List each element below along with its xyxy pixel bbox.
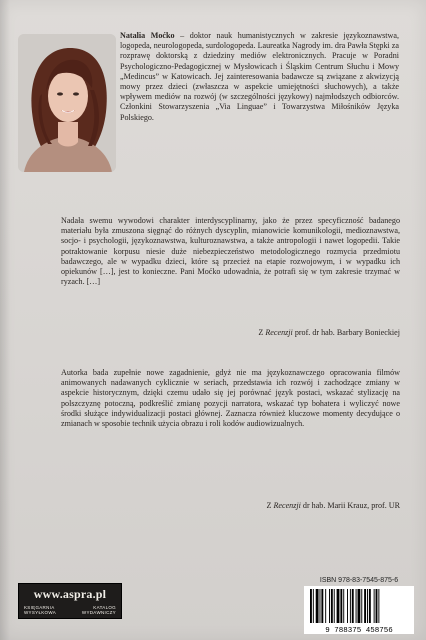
isbn-label: ISBN 978-83-7545-875-6 bbox=[319, 577, 399, 584]
barcode-bar bbox=[367, 589, 368, 623]
review-1-source: Recenzji bbox=[265, 328, 293, 337]
publisher-left-1: KSIĘGARNIA bbox=[24, 605, 55, 610]
barcode-bar bbox=[352, 589, 354, 623]
barcode-bar bbox=[350, 589, 351, 623]
barcode-bar bbox=[310, 589, 312, 623]
barcode-bar bbox=[347, 589, 348, 623]
barcode-bar bbox=[340, 589, 342, 623]
barcode-bar bbox=[376, 589, 378, 623]
barcode-bar bbox=[334, 589, 335, 623]
barcode-bar bbox=[320, 589, 321, 623]
publisher-left-2: WYSYŁKOWA bbox=[24, 610, 57, 615]
publisher-right-2: WYDAWNICZY bbox=[81, 610, 116, 615]
barcode-graphic bbox=[304, 586, 414, 634]
review-1-signature bbox=[258, 328, 400, 338]
barcode-bar bbox=[337, 589, 340, 623]
publisher-right-1: KATALOG bbox=[93, 605, 116, 610]
publisher-line-left bbox=[24, 605, 56, 615]
barcode-bar bbox=[313, 589, 314, 623]
spine-shadow bbox=[0, 0, 10, 640]
review-1-author: prof. dr hab. Barbary Bonieckiej bbox=[294, 328, 400, 337]
barcode-bar bbox=[321, 589, 323, 623]
barcode-bar bbox=[361, 589, 362, 623]
publisher-line-right bbox=[82, 605, 116, 615]
barcode-bar bbox=[331, 589, 333, 623]
barcode-bar bbox=[316, 589, 319, 623]
barcode-digits: 9 788375 458756 bbox=[325, 627, 393, 634]
publisher-logo bbox=[18, 583, 122, 619]
review-2-prefix: Z bbox=[266, 501, 272, 510]
review-1-prefix: Z bbox=[258, 328, 264, 337]
barcode-bar bbox=[325, 589, 326, 623]
author-portrait-image bbox=[18, 34, 116, 172]
barcode-bar bbox=[356, 589, 357, 623]
review-1-text: Nadała swemu wywodowi charakter interdyscyplinarny, jako że przez specyficzność badanego materiału była zmuszona sięgnąć do różnych dyscyplin, mianowicie komunikologii, medioznawstwa, socjo- i psychologii, językoznawstwa, kulturoznawstwa, a także antropologii i nawet logopedii. Takie potraktowanie korpusu niesie duże niebezpieczeństwo metodologicznego rozmycia przedmiotu badawczego, ale w wypadku dzieci, które są przecież na etapie rozwojowym, i w wypadku ich opiekunów […], jest to konieczne. Pani Moćko udowadnia, że potrafi się w tym zakresie trzymać w ryzach. […] bbox=[61, 216, 400, 287]
barcode-bar bbox=[374, 589, 375, 623]
barcode-bar bbox=[343, 589, 344, 623]
author-bio bbox=[120, 31, 399, 123]
review-2-source: Recenzji bbox=[273, 501, 301, 510]
barcode bbox=[304, 586, 414, 634]
publisher-url: www.aspra.pl bbox=[33, 587, 107, 601]
review-2-text: Autorka bada zupełnie nowe zagadnienie, gdyż nie ma językoznawczego opracowania filmów animowanych nadawanych cyklicznie w seriach, przedstawia ich rozwój i zachodzące zmiany w aspekcie historycznym, dzięki czemu udało się jej porównać język postaci, wskazać stylizację na polszczyznę potoczną, podkreślić zmianę pozycji narratora, wskazać typ bohatera i wyliczyć nowe środki służące indywidualizacji postaci głównej. Zaznacza również kluczowe momenty decydujące o zmianach w sposobie technik użycia obrazu i roli kodów audiowizualnych. bbox=[61, 368, 400, 429]
review-2-signature bbox=[266, 501, 400, 511]
author-name: Natalia Moćko bbox=[120, 31, 175, 40]
barcode-bar bbox=[364, 589, 366, 623]
author-bio-text: – doktor nauk humanistycznych w zakresie językoznawstwa, logopeda, neurologopeda, surdologopeda. Laureatka Nagrody im. dra Pawła Stępki za rozprawę doktorską z dziedziny mediów elektronicznych. Pracuje w Poradni Psychologiczno-Pedagogicznej w Mysłowicach i Śląskim Centrum Słuchu i Mowy „Medincus” w Katowicach. Jej zainteresowania badawcze są związane z akwizycją mowy przez dzieci (zwłaszcza w aspekcie umiejętności słuchowych), a także wpływem mediów na rozwój (w szczególności językowy) najmłodszych odbiorców. Członkini Stowarzyszenia „Via Linguae” i Towarzystwa Miłośników Języka Polskiego. bbox=[120, 31, 399, 122]
review-2-author: dr hab. Marii Krauz, prof. UR bbox=[302, 501, 400, 510]
barcode-bar bbox=[358, 589, 361, 623]
barcode-bar bbox=[329, 589, 330, 623]
barcode-bar bbox=[369, 589, 371, 623]
barcode-bar bbox=[378, 589, 379, 623]
author-photo bbox=[18, 34, 116, 172]
